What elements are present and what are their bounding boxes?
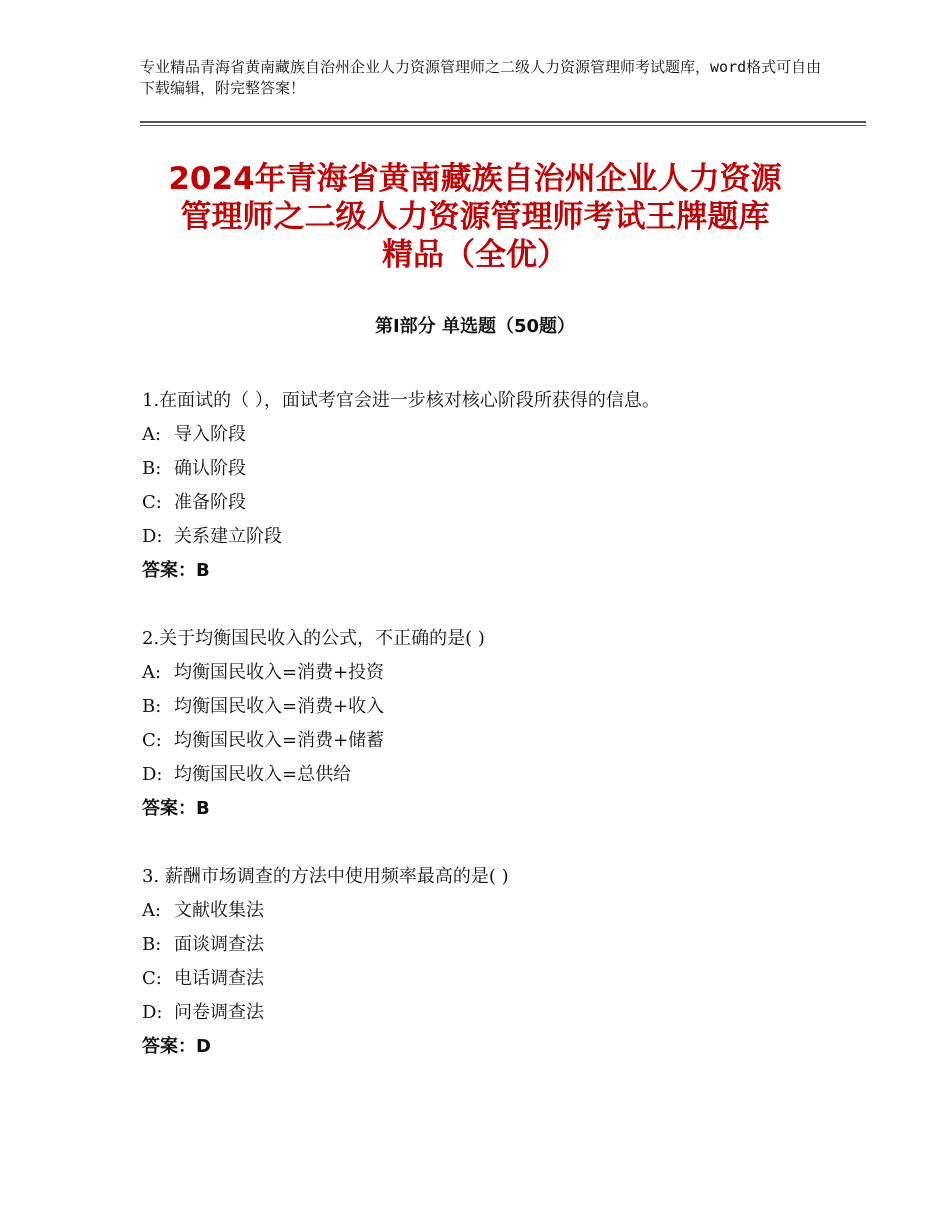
option-d (142, 758, 862, 792)
option-letter: B: (142, 696, 162, 717)
question-3 (142, 860, 862, 1064)
question-stem: 3. 薪酬市场调查的方法中使用频率最高的是( ) (142, 866, 509, 887)
option-a (142, 418, 862, 452)
option-b (142, 928, 862, 962)
option-d (142, 520, 862, 554)
option-a (142, 656, 862, 690)
option-letter: A: (142, 424, 162, 445)
option-letter: A: (142, 662, 162, 683)
option-b (142, 690, 862, 724)
header-divider (140, 121, 866, 126)
question-stem: 1.在面试的（ ），面试考官会进一步核对核心阶段所获得的信息。 (142, 390, 660, 411)
option-text: 导入阶段 (174, 424, 246, 445)
option-d (142, 996, 862, 1030)
option-letter: D: (142, 526, 163, 547)
section-heading: 第Ⅰ部分 单选题（50题） (374, 316, 575, 337)
option-text: 关系建立阶段 (174, 526, 282, 547)
question-stem: 2.关于均衡国民收入的公式，不正确的是( ) (142, 628, 485, 649)
option-text: 电话调查法 (174, 968, 264, 989)
option-letter: A: (142, 900, 162, 921)
option-letter: D: (142, 1002, 163, 1023)
option-text: 均衡国民收入=消费+收入 (174, 696, 385, 717)
option-text: 问卷调查法 (174, 1002, 264, 1023)
option-text: 文献收集法 (174, 900, 264, 921)
question-2 (142, 622, 862, 826)
option-b (142, 452, 862, 486)
header-note: 专业精品青海省黄南藏族自治州企业人力资源管理师之二级人力资源管理师考试题库，word格式可自由下载编辑，附完整答案！ (140, 58, 822, 97)
answer-line: 答案：B (142, 798, 210, 819)
option-c (142, 962, 862, 996)
question-1 (142, 384, 862, 588)
option-letter: C: (142, 968, 162, 989)
option-text: 确认阶段 (174, 458, 246, 479)
answer-line: 答案：D (142, 1036, 211, 1057)
option-text: 均衡国民收入=总供给 (174, 764, 352, 785)
title-line-2: 管理师之二级人力资源管理师考试王牌题库 (180, 199, 770, 235)
option-text: 均衡国民收入=消费+投资 (174, 662, 385, 683)
document-title (100, 160, 850, 274)
option-text: 准备阶段 (174, 492, 246, 513)
answer-line: 答案：B (142, 560, 210, 581)
option-letter: C: (142, 730, 162, 751)
option-c (142, 724, 862, 758)
option-text: 均衡国民收入=消费+储蓄 (174, 730, 385, 751)
question-list (142, 384, 862, 1098)
option-letter: C: (142, 492, 162, 513)
title-line-1: 2024年青海省黄南藏族自治州企业人力资源 (168, 161, 782, 197)
option-letter: B: (142, 934, 162, 955)
option-c (142, 486, 862, 520)
option-letter: D: (142, 764, 163, 785)
option-text: 面谈调查法 (174, 934, 264, 955)
option-letter: B: (142, 458, 162, 479)
title-line-3: 精品（全优） (382, 237, 568, 273)
option-a (142, 894, 862, 928)
